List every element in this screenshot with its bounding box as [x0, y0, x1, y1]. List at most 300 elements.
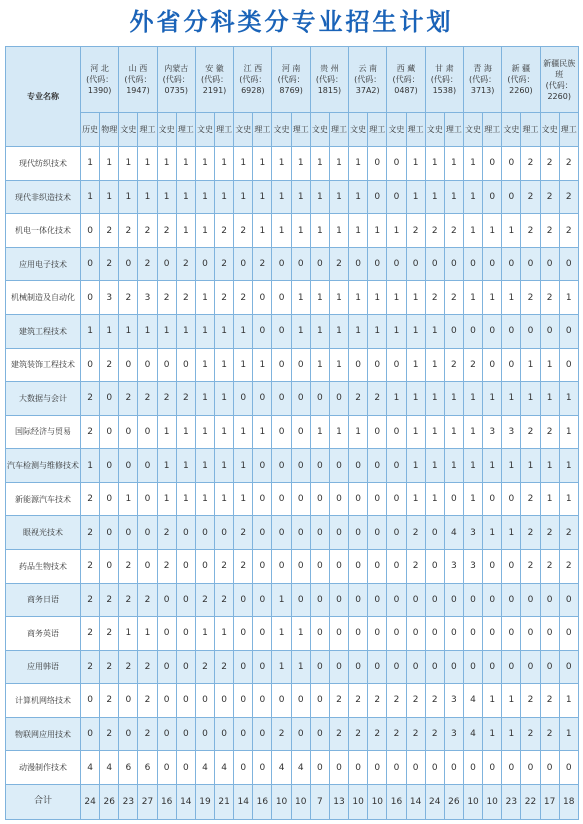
table-row	[6, 650, 579, 684]
quota-cell: 2	[540, 516, 559, 550]
quota-cell: 2	[425, 281, 444, 315]
quota-cell: 2	[138, 650, 157, 684]
quota-cell: 1	[387, 281, 406, 315]
quota-cell: 1	[463, 415, 482, 449]
quota-cell: 2	[559, 516, 578, 550]
province-header	[463, 47, 501, 113]
quota-cell: 0	[253, 751, 272, 785]
quota-cell: 0	[444, 247, 463, 281]
quota-cell: 1	[444, 180, 463, 214]
quota-cell: 0	[502, 583, 521, 617]
quota-cell: 0	[502, 751, 521, 785]
quota-cell: 0	[521, 583, 540, 617]
quota-cell: 1	[502, 281, 521, 315]
quota-cell: 1	[195, 348, 214, 382]
province-code: (代码：0735)	[162, 75, 190, 96]
total-cell: 23	[119, 784, 138, 819]
quota-cell: 1	[349, 281, 368, 315]
quota-cell: 2	[559, 549, 578, 583]
quota-cell: 1	[483, 382, 502, 416]
quota-cell: 2	[157, 281, 176, 315]
major-name: 现代纺织技术	[6, 147, 81, 181]
quota-cell: 0	[502, 617, 521, 651]
subject-header: 文史	[234, 113, 253, 147]
quota-cell: 1	[234, 482, 253, 516]
quota-cell: 2	[138, 583, 157, 617]
province-name: 河 北	[90, 64, 109, 74]
total-cell: 14	[406, 784, 425, 819]
quota-cell: 1	[463, 180, 482, 214]
quota-cell: 1	[195, 382, 214, 416]
quota-cell: 2	[540, 281, 559, 315]
quota-cell: 0	[425, 650, 444, 684]
quota-cell: 0	[349, 247, 368, 281]
quota-cell: 0	[157, 247, 176, 281]
quota-cell: 2	[329, 684, 348, 718]
quota-cell: 1	[406, 382, 425, 416]
quota-cell: 0	[521, 315, 540, 349]
quota-cell: 0	[368, 449, 387, 483]
quota-cell: 2	[540, 415, 559, 449]
quota-cell: 0	[540, 583, 559, 617]
quota-cell: 0	[559, 650, 578, 684]
province-code: (代码：0487)	[392, 75, 420, 96]
quota-cell: 1	[253, 415, 272, 449]
quota-cell: 1	[502, 449, 521, 483]
quota-cell: 0	[368, 147, 387, 181]
quota-cell: 0	[291, 415, 310, 449]
quota-cell: 1	[559, 482, 578, 516]
subject-header: 理工	[329, 113, 348, 147]
quota-cell: 1	[100, 315, 119, 349]
province-header	[272, 47, 310, 113]
province-name: 江 西	[243, 64, 263, 74]
quota-cell: 2	[368, 684, 387, 718]
province-code: (代码：1815)	[315, 75, 343, 96]
quota-cell: 1	[483, 684, 502, 718]
quota-cell: 0	[81, 684, 100, 718]
quota-cell: 0	[310, 751, 329, 785]
quota-cell: 0	[234, 650, 253, 684]
quota-cell: 2	[349, 684, 368, 718]
quota-cell: 2	[425, 214, 444, 248]
quota-cell: 2	[387, 684, 406, 718]
major-name: 药品生物技术	[6, 549, 81, 583]
quota-cell: 0	[444, 482, 463, 516]
subject-header: 文史	[387, 113, 406, 147]
subject-header: 文史	[349, 113, 368, 147]
quota-cell: 1	[406, 147, 425, 181]
quota-cell: 2	[406, 549, 425, 583]
quota-cell: 3	[100, 281, 119, 315]
total-cell: 22	[521, 784, 540, 819]
quota-cell: 1	[253, 147, 272, 181]
quota-cell: 1	[291, 617, 310, 651]
quota-cell: 0	[291, 382, 310, 416]
quota-cell: 0	[234, 583, 253, 617]
province-header	[119, 47, 157, 113]
province-code: (代码：2260)	[507, 75, 535, 96]
quota-cell: 0	[234, 617, 253, 651]
quota-cell: 1	[215, 147, 234, 181]
quota-cell: 2	[463, 348, 482, 382]
quota-cell: 0	[425, 516, 444, 550]
quota-cell: 0	[329, 751, 348, 785]
table-row	[6, 449, 579, 483]
quota-cell: 4	[215, 751, 234, 785]
quota-cell: 2	[215, 214, 234, 248]
quota-cell: 1	[425, 147, 444, 181]
quota-cell: 1	[215, 382, 234, 416]
quota-cell: 0	[444, 650, 463, 684]
quota-cell: 0	[463, 315, 482, 349]
quota-cell: 1	[195, 180, 214, 214]
quota-cell: 0	[368, 180, 387, 214]
quota-cell: 1	[406, 281, 425, 315]
quota-cell: 2	[521, 684, 540, 718]
quota-cell: 2	[540, 549, 559, 583]
quota-cell: 0	[310, 549, 329, 583]
quota-cell: 0	[463, 650, 482, 684]
quota-cell: 2	[157, 549, 176, 583]
quota-cell: 0	[291, 516, 310, 550]
quota-cell: 2	[349, 717, 368, 751]
quota-cell: 1	[483, 281, 502, 315]
quota-cell: 1	[215, 315, 234, 349]
quota-cell: 0	[559, 348, 578, 382]
quota-cell: 2	[119, 583, 138, 617]
quota-cell: 2	[157, 382, 176, 416]
quota-cell: 1	[425, 348, 444, 382]
quota-cell: 0	[272, 382, 291, 416]
quota-cell: 0	[176, 516, 195, 550]
quota-cell: 1	[425, 382, 444, 416]
quota-cell: 2	[100, 717, 119, 751]
quota-cell: 2	[119, 281, 138, 315]
subject-header: 理工	[215, 113, 234, 147]
quota-cell: 0	[387, 583, 406, 617]
total-cell: 27	[138, 784, 157, 819]
quota-cell: 2	[157, 516, 176, 550]
quota-cell: 1	[310, 415, 329, 449]
quota-cell: 1	[215, 180, 234, 214]
major-name: 商务英语	[6, 617, 81, 651]
quota-cell: 0	[559, 315, 578, 349]
quota-cell: 2	[444, 281, 463, 315]
quota-cell: 2	[521, 147, 540, 181]
quota-cell: 1	[272, 617, 291, 651]
quota-cell: 1	[195, 415, 214, 449]
quota-cell: 1	[81, 180, 100, 214]
quota-cell: 1	[425, 315, 444, 349]
quota-cell: 0	[119, 415, 138, 449]
quota-cell: 0	[387, 247, 406, 281]
quota-cell: 1	[195, 315, 214, 349]
quota-cell: 2	[100, 650, 119, 684]
quota-cell: 0	[349, 650, 368, 684]
quota-cell: 0	[444, 617, 463, 651]
quota-cell: 0	[310, 650, 329, 684]
quota-cell: 2	[195, 650, 214, 684]
quota-cell: 2	[81, 549, 100, 583]
table-row	[6, 482, 579, 516]
quota-cell: 2	[349, 382, 368, 416]
quota-cell: 0	[195, 717, 214, 751]
subject-header: 文史	[157, 113, 176, 147]
quota-cell: 2	[444, 214, 463, 248]
quota-cell: 1	[234, 449, 253, 483]
quota-cell: 0	[215, 516, 234, 550]
quota-cell: 0	[540, 617, 559, 651]
subject-header: 理工	[291, 113, 310, 147]
quota-cell: 0	[157, 617, 176, 651]
quota-cell: 1	[119, 147, 138, 181]
quota-cell: 1	[349, 315, 368, 349]
quota-cell: 0	[444, 751, 463, 785]
quota-cell: 2	[138, 717, 157, 751]
quota-cell: 1	[119, 315, 138, 349]
quota-cell: 0	[483, 147, 502, 181]
table-row	[6, 281, 579, 315]
quota-cell: 0	[176, 348, 195, 382]
quota-cell: 0	[253, 482, 272, 516]
total-cell: 10	[291, 784, 310, 819]
quota-cell: 2	[138, 382, 157, 416]
major-name: 机电一体化技术	[6, 214, 81, 248]
quota-cell: 0	[329, 583, 348, 617]
quota-cell: 1	[138, 147, 157, 181]
quota-cell: 1	[349, 415, 368, 449]
quota-cell: 0	[138, 449, 157, 483]
quota-cell: 0	[253, 650, 272, 684]
quota-cell: 1	[559, 449, 578, 483]
quota-cell: 0	[368, 247, 387, 281]
quota-cell: 0	[368, 617, 387, 651]
quota-cell: 3	[444, 684, 463, 718]
quota-cell: 1	[195, 214, 214, 248]
table-row	[6, 751, 579, 785]
quota-cell: 0	[138, 516, 157, 550]
quota-cell: 1	[157, 180, 176, 214]
quota-cell: 0	[291, 549, 310, 583]
subject-header: 理工	[368, 113, 387, 147]
quota-cell: 2	[272, 717, 291, 751]
quota-cell: 0	[291, 482, 310, 516]
quota-cell: 1	[406, 449, 425, 483]
quota-cell: 0	[387, 449, 406, 483]
quota-cell: 1	[387, 214, 406, 248]
quota-cell: 1	[215, 482, 234, 516]
quota-cell: 1	[310, 348, 329, 382]
quota-cell: 0	[425, 751, 444, 785]
quota-cell: 0	[81, 214, 100, 248]
province-name: 安 徽	[205, 64, 224, 74]
quota-cell: 0	[483, 247, 502, 281]
quota-cell: 2	[387, 717, 406, 751]
quota-cell: 0	[215, 684, 234, 718]
major-name: 应用韩语	[6, 650, 81, 684]
total-cell: 23	[502, 784, 521, 819]
quota-cell: 1	[406, 315, 425, 349]
quota-cell: 0	[406, 247, 425, 281]
total-cell: 26	[100, 784, 119, 819]
table-row	[6, 247, 579, 281]
quota-cell: 1	[195, 617, 214, 651]
quota-cell: 2	[540, 180, 559, 214]
subject-header: 理工	[138, 113, 157, 147]
quota-cell: 1	[483, 449, 502, 483]
quota-cell: 2	[215, 281, 234, 315]
quota-cell: 1	[406, 415, 425, 449]
quota-cell: 2	[329, 247, 348, 281]
total-cell: 21	[215, 784, 234, 819]
major-name: 应用电子技术	[6, 247, 81, 281]
quota-cell: 1	[138, 315, 157, 349]
quota-cell: 0	[138, 482, 157, 516]
total-row	[6, 784, 579, 819]
quota-cell: 0	[406, 751, 425, 785]
total-cell: 16	[387, 784, 406, 819]
quota-cell: 0	[559, 617, 578, 651]
subject-header: 理工	[253, 113, 272, 147]
quota-cell: 0	[540, 247, 559, 281]
total-cell: 13	[329, 784, 348, 819]
quota-cell: 1	[234, 415, 253, 449]
quota-cell: 0	[349, 549, 368, 583]
province-header	[540, 47, 578, 113]
quota-cell: 2	[119, 214, 138, 248]
quota-cell: 0	[310, 449, 329, 483]
quota-cell: 1	[119, 482, 138, 516]
quota-cell: 0	[387, 180, 406, 214]
quota-cell: 1	[215, 348, 234, 382]
quota-cell: 0	[272, 281, 291, 315]
quota-cell: 1	[310, 147, 329, 181]
quota-cell: 1	[463, 147, 482, 181]
subject-header: 文史	[463, 113, 482, 147]
quota-cell: 3	[502, 415, 521, 449]
quota-cell: 0	[291, 583, 310, 617]
quota-cell: 1	[100, 180, 119, 214]
quota-cell: 0	[425, 583, 444, 617]
quota-cell: 3	[138, 281, 157, 315]
quota-cell: 1	[195, 449, 214, 483]
quota-cell: 0	[234, 247, 253, 281]
quota-cell: 0	[502, 180, 521, 214]
quota-cell: 1	[521, 382, 540, 416]
quota-cell: 2	[559, 214, 578, 248]
quota-cell: 0	[502, 549, 521, 583]
quota-cell: 2	[215, 247, 234, 281]
table-row	[6, 415, 579, 449]
major-name: 眼视光技术	[6, 516, 81, 550]
quota-cell: 2	[521, 214, 540, 248]
province-code: (代码：1947)	[124, 75, 152, 96]
quota-cell: 1	[463, 449, 482, 483]
quota-cell: 1	[444, 147, 463, 181]
quota-cell: 1	[157, 315, 176, 349]
subject-header: 理工	[176, 113, 195, 147]
quota-cell: 0	[502, 147, 521, 181]
major-name: 物联网应用技术	[6, 717, 81, 751]
total-cell: 10	[272, 784, 291, 819]
quota-cell: 1	[100, 147, 119, 181]
quota-cell: 1	[444, 415, 463, 449]
major-name-header: 专业名称	[6, 47, 81, 147]
quota-cell: 0	[310, 583, 329, 617]
quota-cell: 0	[540, 315, 559, 349]
quota-cell: 3	[444, 549, 463, 583]
quota-cell: 0	[272, 482, 291, 516]
quota-cell: 3	[463, 549, 482, 583]
quota-cell: 1	[502, 684, 521, 718]
quota-cell: 0	[349, 449, 368, 483]
quota-cell: 0	[310, 617, 329, 651]
quota-cell: 1	[119, 617, 138, 651]
quota-cell: 0	[540, 751, 559, 785]
quota-cell: 1	[81, 449, 100, 483]
quota-cell: 2	[138, 247, 157, 281]
quota-cell: 0	[483, 583, 502, 617]
quota-cell: 0	[81, 348, 100, 382]
quota-cell: 1	[291, 315, 310, 349]
quota-cell: 0	[119, 516, 138, 550]
quota-cell: 1	[272, 650, 291, 684]
quota-cell: 1	[253, 214, 272, 248]
quota-cell: 0	[272, 516, 291, 550]
total-cell: 14	[234, 784, 253, 819]
subject-header: 理工	[483, 113, 502, 147]
quota-cell: 2	[521, 549, 540, 583]
quota-cell: 2	[234, 516, 253, 550]
quota-cell: 1	[463, 281, 482, 315]
major-name: 国际经济与贸易	[6, 415, 81, 449]
quota-cell: 2	[215, 549, 234, 583]
table-row	[6, 214, 579, 248]
quota-cell: 2	[100, 214, 119, 248]
quota-cell: 1	[329, 180, 348, 214]
quota-cell: 0	[138, 549, 157, 583]
quota-cell: 6	[138, 751, 157, 785]
quota-cell: 1	[176, 415, 195, 449]
quota-cell: 2	[81, 583, 100, 617]
quota-cell: 2	[81, 617, 100, 651]
quota-cell: 0	[502, 315, 521, 349]
quota-cell: 1	[272, 147, 291, 181]
quota-cell: 0	[291, 247, 310, 281]
quota-cell: 2	[100, 583, 119, 617]
total-cell: 18	[559, 784, 578, 819]
quota-cell: 1	[329, 415, 348, 449]
major-name: 商务日语	[6, 583, 81, 617]
quota-cell: 0	[329, 650, 348, 684]
table-row	[6, 180, 579, 214]
subject-header: 理工	[521, 113, 540, 147]
quota-cell: 0	[310, 382, 329, 416]
quota-cell: 0	[368, 583, 387, 617]
quota-cell: 2	[521, 717, 540, 751]
quota-cell: 2	[119, 549, 138, 583]
table-row	[6, 617, 579, 651]
quota-cell: 0	[157, 348, 176, 382]
quota-cell: 2	[406, 717, 425, 751]
quota-cell: 2	[138, 684, 157, 718]
quota-cell: 2	[100, 684, 119, 718]
quota-cell: 4	[272, 751, 291, 785]
quota-cell: 1	[291, 214, 310, 248]
quota-cell: 0	[349, 348, 368, 382]
quota-cell: 0	[349, 583, 368, 617]
